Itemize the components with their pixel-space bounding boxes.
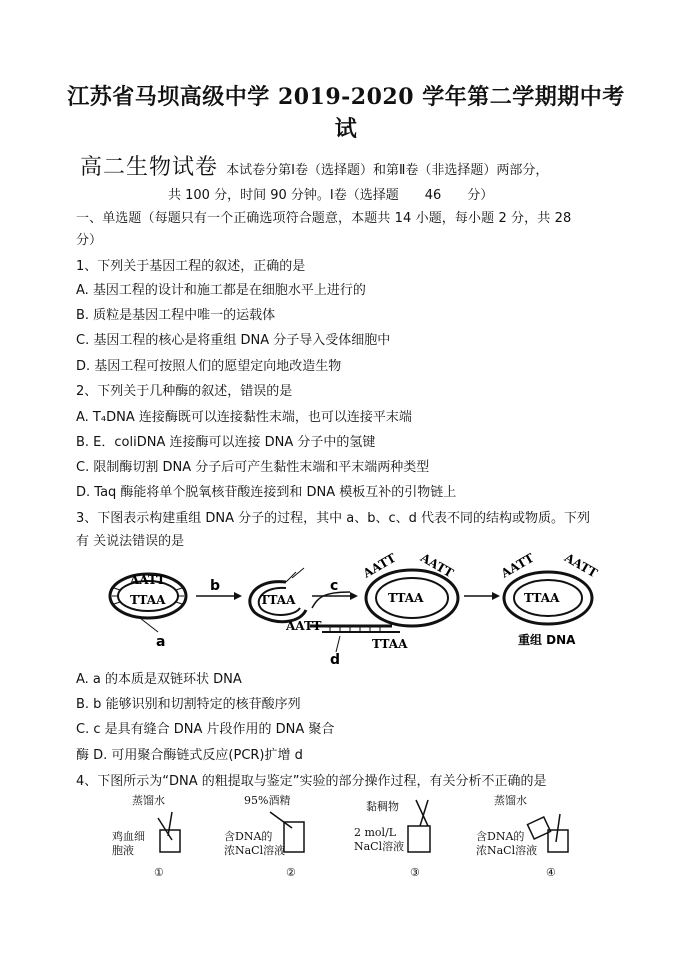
q3-option-a: A. a 的本质是双链环状 DNA	[76, 672, 242, 687]
dna-extraction-diagram	[112, 790, 600, 886]
annealing-plasmid-figure	[360, 550, 458, 626]
q2-option-c: C. 限制酶切割 DNA 分子后可产生黏性末端和平末端两种类型	[76, 460, 430, 475]
q2-option-b: B. E．coliDNA 连接酶可以连接 DNA 分子中的氢键	[76, 435, 376, 450]
q2-option-a: A. T₄DNA 连接酶既可以连接黏性末端，也可以连接平末端	[76, 410, 412, 425]
step-1-figure	[112, 793, 180, 879]
step-2-figure	[224, 793, 304, 879]
step1-side-label-2: 胞液	[112, 844, 134, 857]
step3-side-label-1: 2 mol/L	[354, 826, 397, 839]
q1-option-b: B. 质粒是基因工程中唯一的运载体	[76, 308, 276, 323]
fragment-d-figure	[285, 619, 408, 668]
final-ttaa-label: TTAA	[524, 591, 560, 605]
fragment-ttaa-label: TTAA	[372, 637, 408, 651]
label-a: a	[156, 634, 166, 650]
intermediate-ttaa-label: TTAA	[388, 591, 424, 605]
arrow-b	[196, 578, 242, 600]
q3-stem-a: 3、下图表示构建重组 DNA 分子的过程，其中 a、b、c、d 代表不同的结构或物质。下列	[76, 511, 591, 526]
step4-side-label-1: 含DNA的	[476, 830, 525, 843]
step1-top-label: 蒸馏水	[132, 794, 165, 807]
step2-number: ②	[286, 866, 296, 879]
q1-option-d: D. 基因工程可按照人们的愿望定向地改造生物	[76, 359, 342, 374]
final-aatt-label: AATT	[498, 550, 537, 581]
q1-option-c: C. 基因工程的核心是将重组 DNA 分子导入受体细胞中	[76, 333, 391, 348]
recombinant-dna-diagram	[100, 548, 620, 668]
label-d: d	[330, 652, 341, 668]
step2-side-label-2: 浓NaCl溶液	[224, 844, 286, 857]
final-aatt-label-2: AATT	[562, 550, 600, 581]
intro-text-a: 本试卷分第Ⅰ卷（选择题）和第Ⅱ卷（非选择题）两部分，	[226, 163, 549, 178]
intro-text-b: 共 100 分，时间 90 分钟。Ⅰ卷（选择题 46 分）	[168, 188, 494, 203]
q3-option-c: C. c 是具有缝合 DNA 片段作用的 DNA 聚合	[76, 722, 335, 737]
step-3-figure	[354, 799, 430, 879]
subject-row	[80, 150, 652, 181]
step2-side-label-1: 含DNA的	[224, 830, 273, 843]
step2-top-label: 95%酒精	[244, 794, 291, 807]
step4-side-label-2: 浓NaCl溶液	[476, 844, 538, 857]
exam-title-line2: 试	[334, 116, 358, 142]
intermediate-aatt-label-2: AATT	[418, 550, 456, 581]
step-4-figure	[476, 793, 568, 879]
label-b: b	[210, 578, 221, 594]
subject-title: 高二生物试卷	[80, 155, 219, 180]
exam-title-line1: 江苏省马坝高级中学 2019-2020 学年第二学期期中考	[67, 84, 625, 110]
step4-number: ④	[546, 866, 556, 879]
plasmid-a-figure	[110, 573, 186, 650]
step1-number: ①	[154, 866, 164, 879]
fragment-aatt-label: AATT	[286, 619, 322, 633]
recombinant-dna-figure	[498, 550, 600, 647]
step3-side-label-2: NaCl溶液	[354, 840, 405, 853]
q3-stem-b: 有 关说法错误的是	[76, 534, 185, 549]
q1-option-a: A. 基因工程的设计和施工都是在细胞水平上进行的	[76, 283, 366, 298]
step3-top-label: 黏稠物	[366, 800, 399, 813]
cut-plasmid-figure	[250, 568, 306, 622]
q2-stem: 2、下列关于几种酶的叙述，错误的是	[76, 384, 293, 399]
section1-heading-b: 分）	[76, 233, 103, 248]
q1-stem: 1、下列关于基因工程的叙述，正确的是	[76, 259, 306, 274]
q3-option-d: 酶 D. 可用聚合酶链式反应(PCR)扩增 d	[76, 748, 303, 763]
label-c: c	[330, 578, 339, 594]
arrow-c	[312, 578, 358, 608]
q2-option-d: D. Taq 酶能将单个脱氧核苷酸连接到和 DNA 模板互补的引物链上	[76, 485, 457, 500]
plasmid-aatt-label: AATT	[130, 573, 166, 587]
q3-option-b: B. b 能够识别和切割特定的核苷酸序列	[76, 697, 301, 712]
step1-side-label-1: 鸡血细	[112, 830, 145, 843]
plasmid-ttaa-label: TTAA	[130, 593, 166, 607]
step4-top-label: 蒸馏水	[494, 794, 527, 807]
intermediate-aatt-label: AATT	[360, 550, 399, 581]
step3-number: ③	[410, 866, 420, 879]
q4-stem: 4、下图所示为“DNA 的粗提取与鉴定”实验的部分操作过程，有关分析不正确的是	[76, 774, 547, 789]
section1-heading-a: 一、单选题（每题只有一个正确选项符合题意，本题共 14 小题，每小题 2 分，共 28	[76, 211, 572, 226]
cut-plasmid-ttaa-label: TTAA	[260, 593, 296, 607]
recombinant-dna-label: 重组 DNA	[518, 633, 576, 647]
arrow-final	[464, 592, 500, 600]
